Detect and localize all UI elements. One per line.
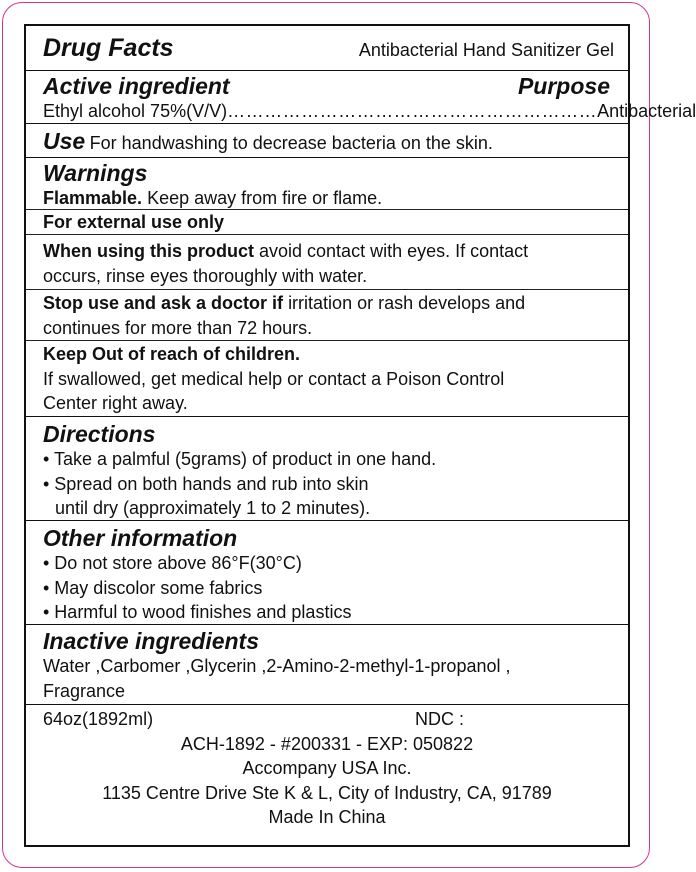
other-info-item: • May discolor some fabrics (43, 577, 263, 598)
when-using-text-2: occurs, rinse eyes thoroughly with water. (43, 265, 368, 286)
directions-section (26, 417, 628, 521)
product-name: Antibacterial Hand Sanitizer Gel (358, 40, 614, 60)
stop-use-section (26, 290, 628, 341)
keep-out-section (26, 341, 628, 417)
ndc-label: NDC : (415, 709, 464, 729)
swallow-text-1: If swallowed, get medical help or contact a Poison Control (43, 368, 505, 389)
other-information-heading: Other information (43, 525, 238, 551)
active-ingredient-row (43, 99, 696, 124)
directions-line-2: • Spread on both hands and rub into skin (43, 473, 369, 494)
lot-expiry: ACH-1892 - #200331 - EXP: 050822 (180, 733, 474, 754)
use-text: For handwashing to decrease bacteria on the skin. (89, 133, 493, 153)
other-info-item: • Harmful to wood finishes and plastics (43, 602, 352, 622)
warnings-flammable (26, 158, 628, 210)
directions-line-1: • Take a palmful (5grams) of product in one hand. (43, 449, 437, 469)
country-of-origin: Made In China (268, 807, 386, 827)
external-use-text: For external use only (43, 212, 225, 232)
other-info-item: • Do not store above 86°F(30°C) (43, 553, 302, 573)
active-ingredient-section (26, 71, 696, 124)
use-heading: Use (43, 128, 86, 154)
directions-heading: Directions (43, 421, 156, 447)
when-using-label: When using this product (43, 241, 254, 261)
flammable-text: Keep away from fire or flame. (147, 188, 383, 208)
when-using-text-1: avoid contact with eyes. If contact (259, 241, 529, 261)
active-ingredient-purpose: Antibacterial (597, 101, 696, 121)
inactive-ingredients-section (26, 625, 628, 705)
active-ingredient-heading: Active ingredient (43, 73, 230, 99)
inactive-ingredients-heading: Inactive ingredients (43, 628, 260, 654)
when-using-section (26, 235, 628, 290)
active-ingredient-name: Ethyl alcohol 75%(V/V) (43, 101, 228, 121)
footer-section (26, 705, 628, 830)
other-information-section (26, 521, 628, 625)
drug-facts-header (26, 26, 628, 71)
stop-use-text-1: irritation or rash develops and (288, 293, 526, 313)
inactive-ingredients-line-2: Fragrance (43, 680, 126, 701)
external-use-section (26, 210, 628, 235)
drug-facts-panel (24, 24, 696, 847)
swallow-text-2: Center right away. (43, 393, 188, 413)
flammable-label: Flammable. (43, 188, 143, 208)
stop-use-label: Stop use and ask a doctor if (43, 293, 284, 313)
company-name: Accompany USA Inc. (242, 758, 412, 778)
warnings-heading: Warnings (43, 160, 148, 186)
package-size: 64oz(1892ml) (43, 709, 154, 729)
dot-leader: …………………………………………………… (227, 101, 598, 121)
keep-out-text: Keep Out of reach of children. (43, 344, 301, 364)
purpose-heading: Purpose (517, 73, 610, 99)
stop-use-text-2: continues for more than 72 hours. (43, 317, 313, 338)
drug-facts-title: Drug Facts (43, 34, 174, 62)
directions-line-3: until dry (approximately 1 to 2 minutes). (55, 498, 371, 518)
inactive-ingredients-line-1: Water ,Carbomer ,Glycerin ,2-Amino-2-methyl-1-propanol , (43, 656, 511, 676)
use-section (26, 124, 628, 158)
company-address: 1135 Centre Drive Ste K & L, City of Industry, CA, 91789 (102, 782, 552, 803)
